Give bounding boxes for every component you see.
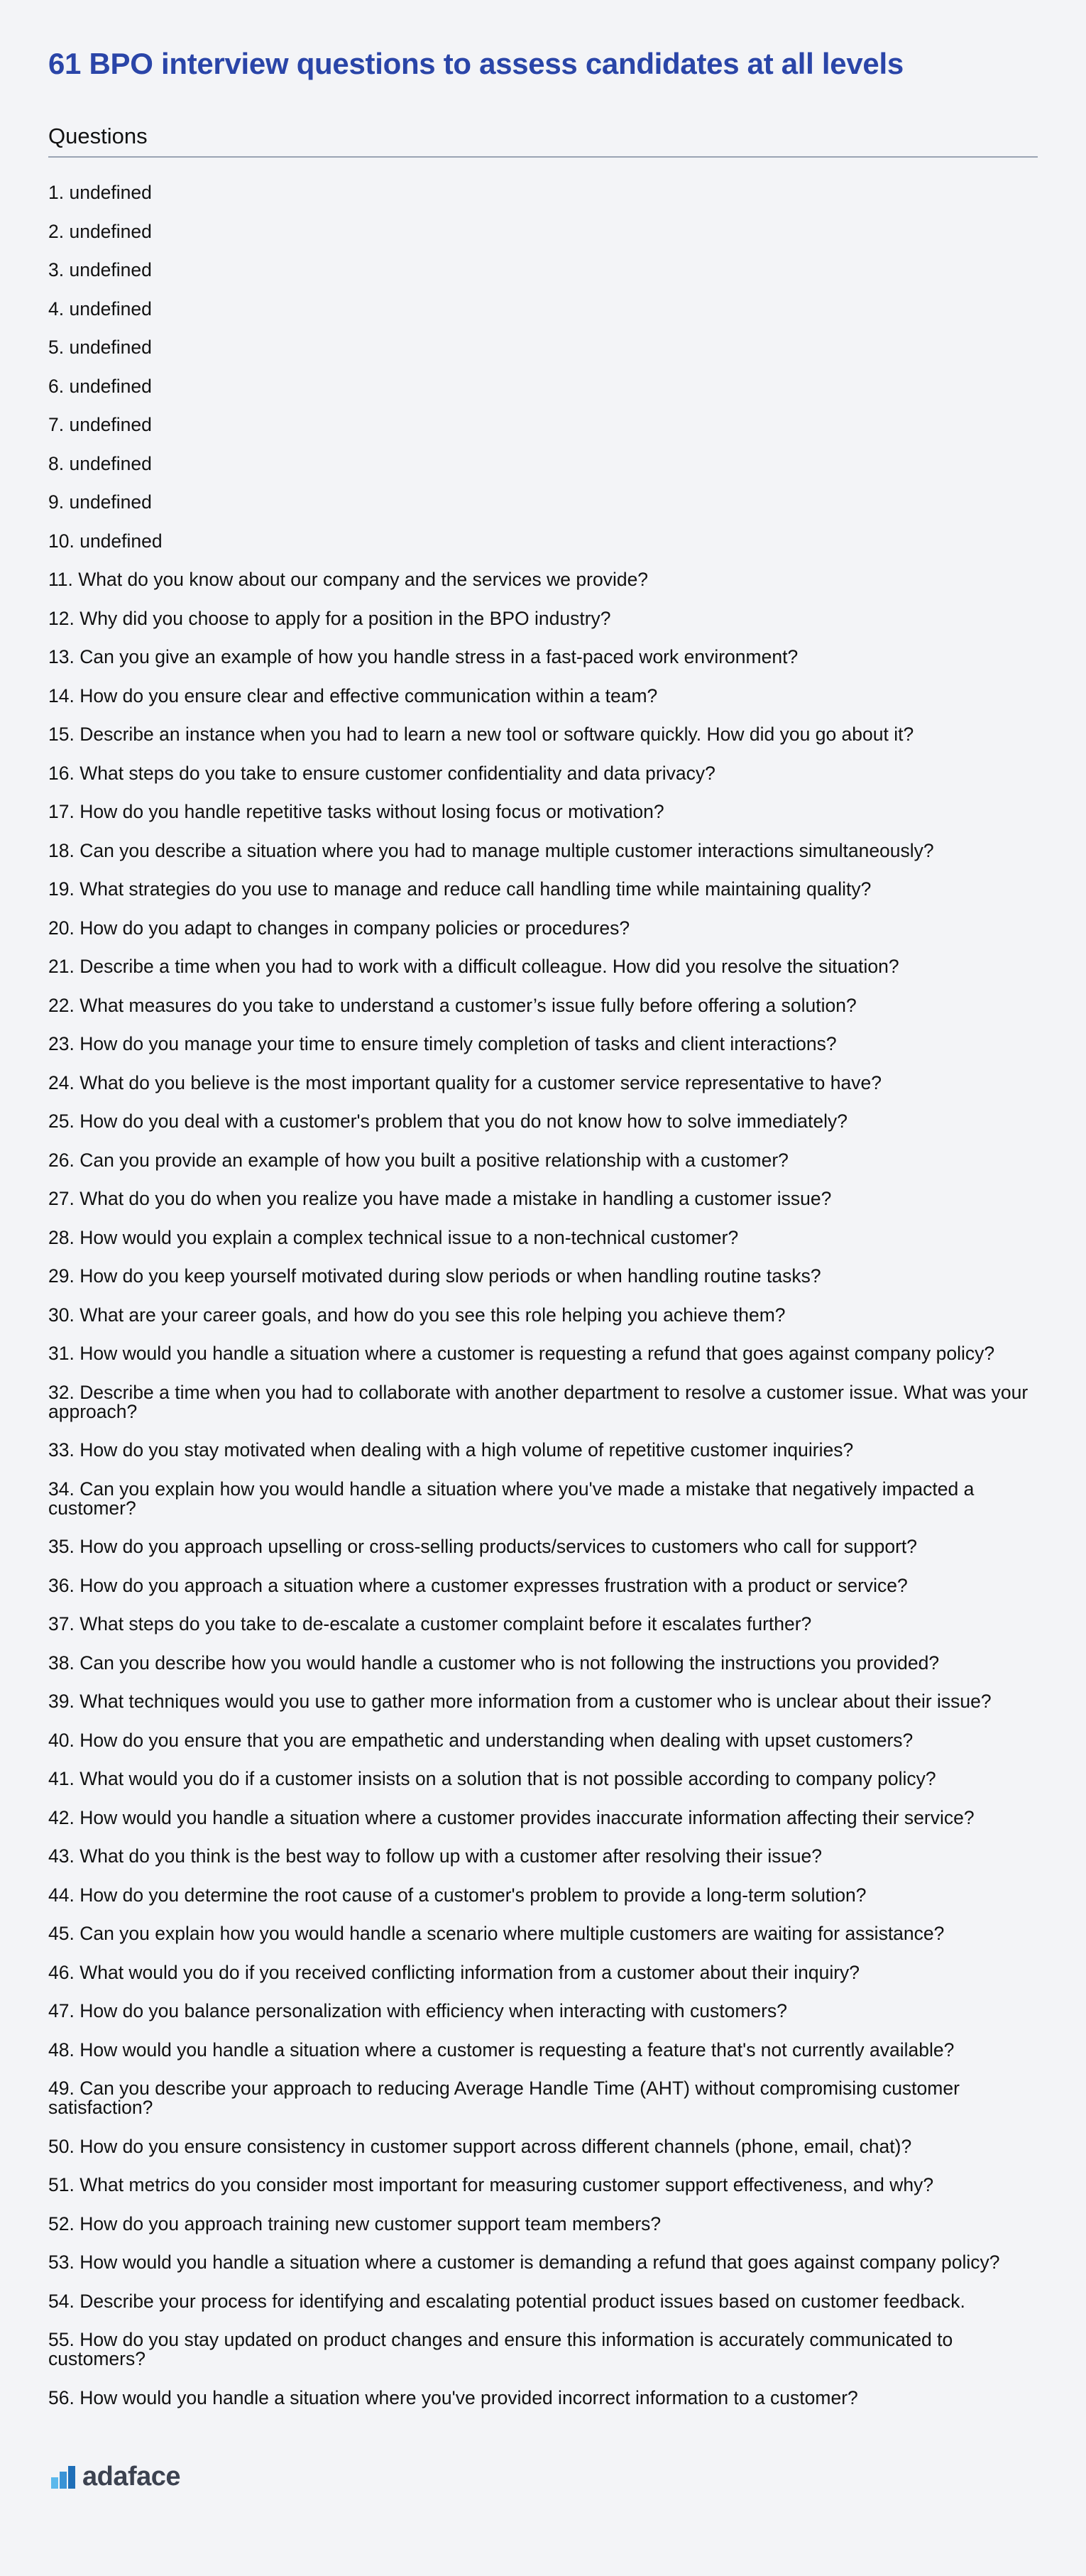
- question-item: 40. How do you ensure that you are empathetic and understanding when dealing with upset customers?: [48, 1729, 914, 1751]
- question-item: 54. Describe your process for identifying and escalating potential product issues based on customer feedback.: [48, 2290, 965, 2312]
- question-item: 1. undefined: [48, 182, 152, 203]
- question-item: 22. What measures do you take to understand a customer’s issue fully before offering a solution?: [48, 994, 857, 1016]
- question-item: 26. Can you provide an example of how you built a positive relationship with a customer?: [48, 1149, 789, 1171]
- question-item: 52. How do you approach training new customer support team members?: [48, 2212, 662, 2234]
- question-item: 32. Describe a time when you had to collaborate with another department to resolve a customer issue. What was your approach?: [48, 1381, 1029, 1422]
- question-item: 38. Can you describe how you would handle a customer who is not following the instructions you provided?: [48, 1652, 940, 1674]
- question-item: 2. undefined: [48, 220, 152, 242]
- question-item: 21. Describe a time when you had to work with a difficult colleague. How did you resolve the situation?: [48, 956, 899, 977]
- question-item: 46. What would you do if you received conflicting information from a customer about their inquiry?: [48, 1961, 860, 1983]
- adaface-logo-icon: [51, 2465, 75, 2489]
- question-item: 19. What strategies do you use to manage and reduce call handling time while maintaining quality?: [48, 878, 872, 900]
- question-item: 39. What techniques would you use to gather more information from a customer who is unclear about their issue?: [48, 1691, 992, 1712]
- question-item: 16. What steps do you take to ensure customer confidentiality and data privacy?: [48, 762, 715, 784]
- question-item: 4. undefined: [48, 298, 152, 320]
- document: [48, 43, 1038, 2417]
- question-item: 43. What do you think is the best way to follow up with a customer after resolving their issue?: [48, 1845, 822, 1867]
- question-item: 34. Can you explain how you would handle a situation where you've made a mistake that negatively impacted a customer?: [48, 1478, 975, 1519]
- question-item: 18. Can you describe a situation where you had to manage multiple customer interactions simultaneously?: [48, 839, 934, 861]
- question-item: 56. How would you handle a situation where you've provided incorrect information to a customer?: [48, 2386, 858, 2408]
- question-item: 10. undefined: [48, 530, 163, 552]
- question-item: 29. How do you keep yourself motivated during slow periods or when handling routine tasks?: [48, 1265, 821, 1287]
- question-item: 45. Can you explain how you would handle a scenario where multiple customers are waiting for assistance?: [48, 1923, 945, 1944]
- question-item: 44. How do you determine the root cause of a customer's problem to provide a long-term solution?: [48, 1884, 867, 1906]
- page-title: 61 BPO interview questions to assess candidates at all levels: [48, 47, 904, 80]
- question-item: 41. What would you do if a customer insists on a solution that is not possible according to company policy?: [48, 1768, 936, 1789]
- question-item: 8. undefined: [48, 452, 152, 474]
- question-item: 15. Describe an instance when you had to learn a new tool or software quickly. How did you go about it?: [48, 724, 914, 745]
- question-item: 14. How do you ensure clear and effective communication within a team?: [48, 684, 658, 706]
- question-item: 11. What do you know about our company and the services we provide?: [48, 569, 649, 590]
- question-item: 49. Can you describe your approach to reducing Average Handle Time (AHT) without compromising customer satisfaction?: [48, 2078, 960, 2118]
- question-item: 53. How would you handle a situation where a customer is demanding a refund that goes against company policy?: [48, 2252, 1000, 2273]
- question-item: 25. How do you deal with a customer's problem that you do not know how to solve immediately?: [48, 1110, 848, 1132]
- question-item: 27. What do you do when you realize you have made a mistake in handling a customer issue?: [48, 1188, 832, 1209]
- questions-heading: Questions: [48, 122, 1038, 158]
- question-item: 30. What are your career goals, and how do you see this role helping you achieve them?: [48, 1304, 786, 1326]
- question-item: 12. Why did you choose to apply for a position in the BPO industry?: [48, 607, 611, 629]
- question-item: 3. undefined: [48, 259, 152, 280]
- question-item: 24. What do you believe is the most important quality for a customer service representative to have?: [48, 1071, 882, 1093]
- question-item: 35. How do you approach upselling or cross-selling products/services to customers who call for support?: [48, 1536, 918, 1557]
- question-item: 47. How do you balance personalization with efficiency when interacting with customers?: [48, 2000, 787, 2021]
- question-item: 50. How do you ensure consistency in customer support across different channels (phone, email, chat)?: [48, 2135, 912, 2157]
- question-item: 37. What steps do you take to de-escalate a customer complaint before it escalates further?: [48, 1613, 812, 1634]
- question-item: 9. undefined: [48, 491, 152, 513]
- question-item: 5. undefined: [48, 337, 152, 358]
- footer: [51, 2462, 180, 2491]
- question-item: 33. How do you stay motivated when dealing with a high volume of repetitive customer inquiries?: [48, 1439, 854, 1461]
- question-item: 6. undefined: [48, 375, 152, 397]
- question-item: 13. Can you give an example of how you handle stress in a fast-paced work environment?: [48, 646, 799, 667]
- question-item: 55. How do you stay updated on product changes and ensure this information is accurately communicated to customers?: [48, 2329, 953, 2369]
- question-item: 7. undefined: [48, 414, 152, 435]
- question-item: 48. How would you handle a situation where a customer is requesting a feature that's not currently available?: [48, 2039, 955, 2061]
- brand-name: adaface: [82, 2462, 181, 2492]
- question-item: 20. How do you adapt to changes in company policies or procedures?: [48, 917, 630, 939]
- question-item: 28. How would you explain a complex technical issue to a non-technical customer?: [48, 1226, 739, 1248]
- question-item: 17. How do you handle repetitive tasks without losing focus or motivation?: [48, 801, 664, 822]
- question-item: 51. What metrics do you consider most important for measuring customer support effectiveness, and why?: [48, 2174, 934, 2195]
- question-item: 31. How would you handle a situation where a customer is requesting a refund that goes against company policy?: [48, 1343, 995, 1364]
- question-item: 36. How do you approach a situation where a customer expresses frustration with a product or service?: [48, 1574, 908, 1596]
- questions-list: [48, 173, 1038, 2417]
- question-item: 23. How do you manage your time to ensure timely completion of tasks and client interactions?: [48, 1033, 837, 1054]
- question-item: 42. How would you handle a situation where a customer provides inaccurate information affecting their service?: [48, 1806, 975, 1828]
